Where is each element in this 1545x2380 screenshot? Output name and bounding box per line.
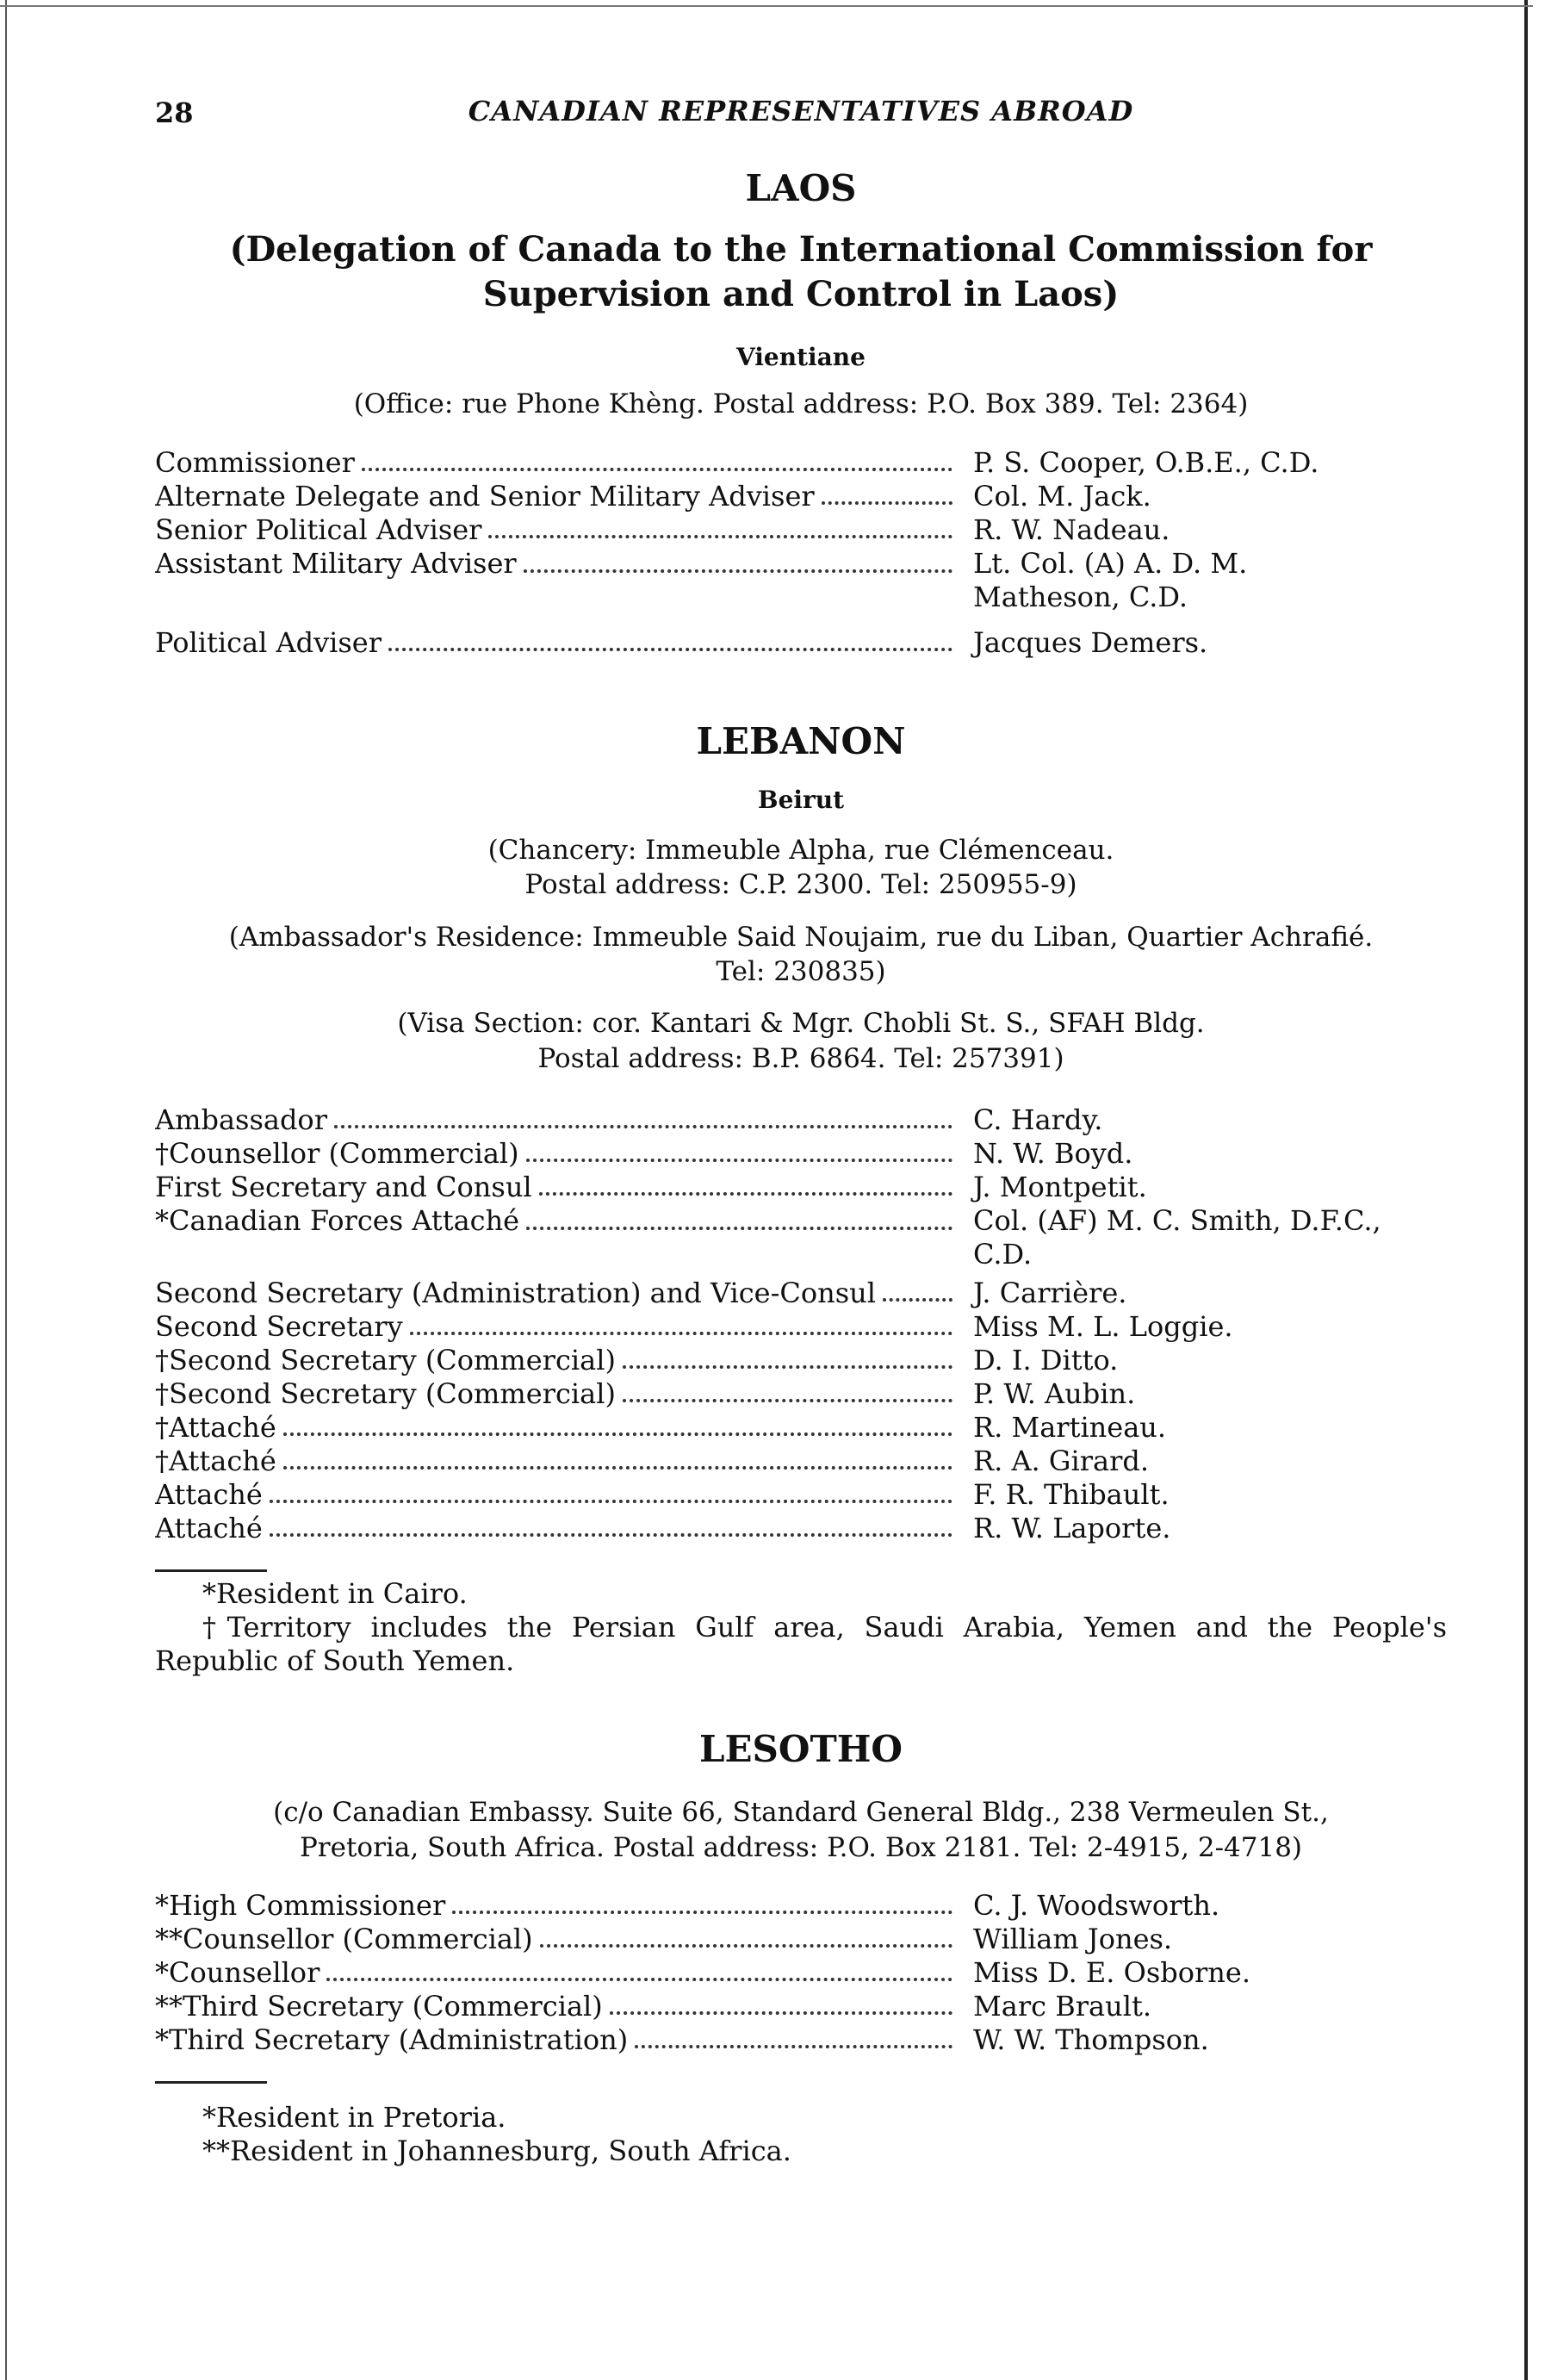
staff-name: William Jones. <box>973 1922 1173 1955</box>
staff-list-laos <box>155 446 1447 660</box>
staff-name: R. W. Laporte. <box>973 1511 1171 1544</box>
staff-role: †Attaché <box>155 1410 276 1444</box>
city-vientiane: Vientiane <box>736 343 866 372</box>
staff-row <box>155 1512 1447 1545</box>
footnote: **Resident in Johannesburg, South Africa. <box>202 2134 791 2167</box>
staff-role: Attaché <box>155 1477 263 1511</box>
staff-row <box>155 1277 1447 1310</box>
section-laos <box>155 167 1447 660</box>
staff-name: J. Carrière. <box>973 1276 1127 1309</box>
visa-postal-line: Postal address: B.P. 6864. Tel: 257391) <box>537 1042 1064 1074</box>
staff-row <box>155 547 1447 614</box>
staff-role: *High Commissioner <box>155 1888 446 1922</box>
staff-row <box>155 1204 1447 1271</box>
staff-role: **Third Secretary (Commercial) <box>155 1989 603 2023</box>
staff-row <box>155 1445 1447 1478</box>
staff-role: *Counsellor <box>155 1955 320 1989</box>
staff-name: F. R. Thibault. <box>973 1477 1170 1511</box>
staff-role: Ambassador <box>155 1103 327 1136</box>
page-left-edge <box>5 0 7 2380</box>
lesotho-address <box>155 1795 1447 1865</box>
chancery-postal-line: Postal address: C.P. 2300. Tel: 250955-9) <box>524 869 1077 901</box>
staff-row <box>155 1344 1447 1377</box>
running-header <box>155 86 1447 138</box>
staff-role: Commissioner <box>155 445 355 479</box>
document-page <box>155 86 1447 2168</box>
staff-role: †Counsellor (Commercial) <box>155 1136 519 1170</box>
address-line: (c/o Canadian Embassy. Suite 66, Standard General Bldg., 238 Vermeulen St., <box>273 1797 1329 1829</box>
staff-role: Political Adviser <box>155 625 382 659</box>
staff-role: Senior Political Adviser <box>155 513 482 546</box>
staff-row <box>155 1923 1447 1956</box>
page-number: 28 <box>155 96 194 129</box>
staff-name: C. Hardy. <box>973 1103 1103 1136</box>
staff-name: Col. M. Jack. <box>973 479 1151 513</box>
staff-row <box>155 1171 1447 1204</box>
staff-role: *Third Secretary (Administration) <box>155 2023 629 2056</box>
residence-tel-line: Tel: 230835) <box>716 955 886 987</box>
country-heading-lesotho: LESOTHO <box>699 1727 903 1770</box>
visa-line: (Visa Section: cor. Kantari & Mgr. Chobli St. S., SFAH Bldg. <box>397 1008 1205 1040</box>
staff-name: Miss D. E. Osborne. <box>973 1955 1250 1989</box>
staff-role: †Second Secretary (Commercial) <box>155 1343 616 1376</box>
staff-name: P. W. Aubin. <box>973 1376 1136 1410</box>
page-right-edge <box>1524 0 1528 2380</box>
staff-role: Alternate Delegate and Senior Military Adviser <box>155 479 815 513</box>
staff-row <box>155 1990 1447 2023</box>
country-heading-lebanon: LEBANON <box>696 719 906 762</box>
staff-list-lesotho <box>155 1889 1447 2057</box>
staff-row <box>155 1377 1447 1411</box>
footnote-rule <box>155 2081 267 2084</box>
chancery-line: (Chancery: Immeuble Alpha, rue Clémenceau. <box>487 835 1114 867</box>
footnote: *Resident in Pretoria. <box>202 2100 506 2134</box>
staff-role: †Second Secretary (Commercial) <box>155 1376 616 1410</box>
staff-row <box>155 1411 1447 1445</box>
staff-name: R. A. Girard. <box>973 1444 1150 1477</box>
footnote: †Territory includes the Persian Gulf area, Saudi Arabia, Yemen and the People's Republic of South Yemen. <box>155 1610 1447 1677</box>
country-heading-laos: LAOS <box>745 167 857 209</box>
residence-address <box>155 920 1447 990</box>
staff-row <box>155 1103 1447 1137</box>
staff-role: Second Secretary (Administration) and Vice-Consul <box>155 1276 877 1309</box>
staff-role: *Canadian Forces Attaché <box>155 1203 520 1237</box>
city-beirut: Beirut <box>757 786 845 815</box>
address-line: Pretoria, South Africa. Postal address: P.O. Box 2181. Tel: 2-4915, 2-4718) <box>299 1831 1303 1863</box>
staff-name: W. W. Thompson. <box>973 2023 1209 2056</box>
staff-role: First Secretary and Consul <box>155 1170 532 1203</box>
staff-row <box>155 446 1447 480</box>
section-lebanon <box>155 720 1447 1678</box>
staff-name: N. W. Boyd. <box>973 1136 1133 1170</box>
staff-name: P. S. Cooper, O.B.E., C.D. <box>973 445 1319 479</box>
staff-name: J. Montpetit. <box>973 1170 1147 1203</box>
staff-name: C. J. Woodsworth. <box>973 1888 1220 1922</box>
residence-line: (Ambassador's Residence: Immeuble Said Noujaim, rue du Liban, Quartier Achrafié. <box>228 921 1374 953</box>
staff-name: Jacques Demers. <box>973 625 1208 659</box>
staff-name: Lt. Col. (A) A. D. M. Matheson, C.D. <box>973 546 1248 613</box>
running-title: CANADIAN REPRESENTATIVES ABROAD <box>468 95 1134 127</box>
staff-row <box>155 1956 1447 1990</box>
staff-role: Assistant Military Adviser <box>155 546 517 580</box>
staff-role: Attaché <box>155 1511 263 1544</box>
staff-row <box>155 1478 1447 1512</box>
office-address: (Office: rue Phone Khèng. Postal address: P.O. Box 389. Tel: 2364) <box>353 388 1249 420</box>
delegation-title: (Delegation of Canada to the International Commission for Supervision and Control in Laos) <box>229 229 1373 315</box>
staff-row <box>155 480 1447 513</box>
staff-row <box>155 626 1447 660</box>
staff-name: Col. (AF) M. C. Smith, D.F.C., C.D. <box>973 1203 1381 1271</box>
chancery-address <box>155 833 1447 903</box>
section-lesotho <box>155 1728 1447 2168</box>
staff-name: R. W. Nadeau. <box>973 513 1170 546</box>
staff-row <box>155 513 1447 547</box>
staff-role: **Counsellor (Commercial) <box>155 1922 533 1955</box>
staff-role: †Attaché <box>155 1444 276 1477</box>
staff-row <box>155 1310 1447 1344</box>
staff-row <box>155 1889 1447 1923</box>
visa-section-address <box>155 1006 1447 1076</box>
staff-role: Second Secretary <box>155 1309 403 1343</box>
footnote-rule <box>155 1569 267 1572</box>
staff-row <box>155 1137 1447 1171</box>
staff-name: Marc Brault. <box>973 1989 1151 2023</box>
footnote: *Resident in Cairo. <box>202 1576 468 1610</box>
staff-name: Miss M. L. Loggie. <box>973 1309 1233 1343</box>
staff-list-lebanon <box>155 1103 1447 1545</box>
staff-row <box>155 2023 1447 2057</box>
staff-name: R. Martineau. <box>973 1410 1167 1444</box>
page-top-edge <box>0 5 1533 7</box>
staff-name: D. I. Ditto. <box>973 1343 1119 1376</box>
